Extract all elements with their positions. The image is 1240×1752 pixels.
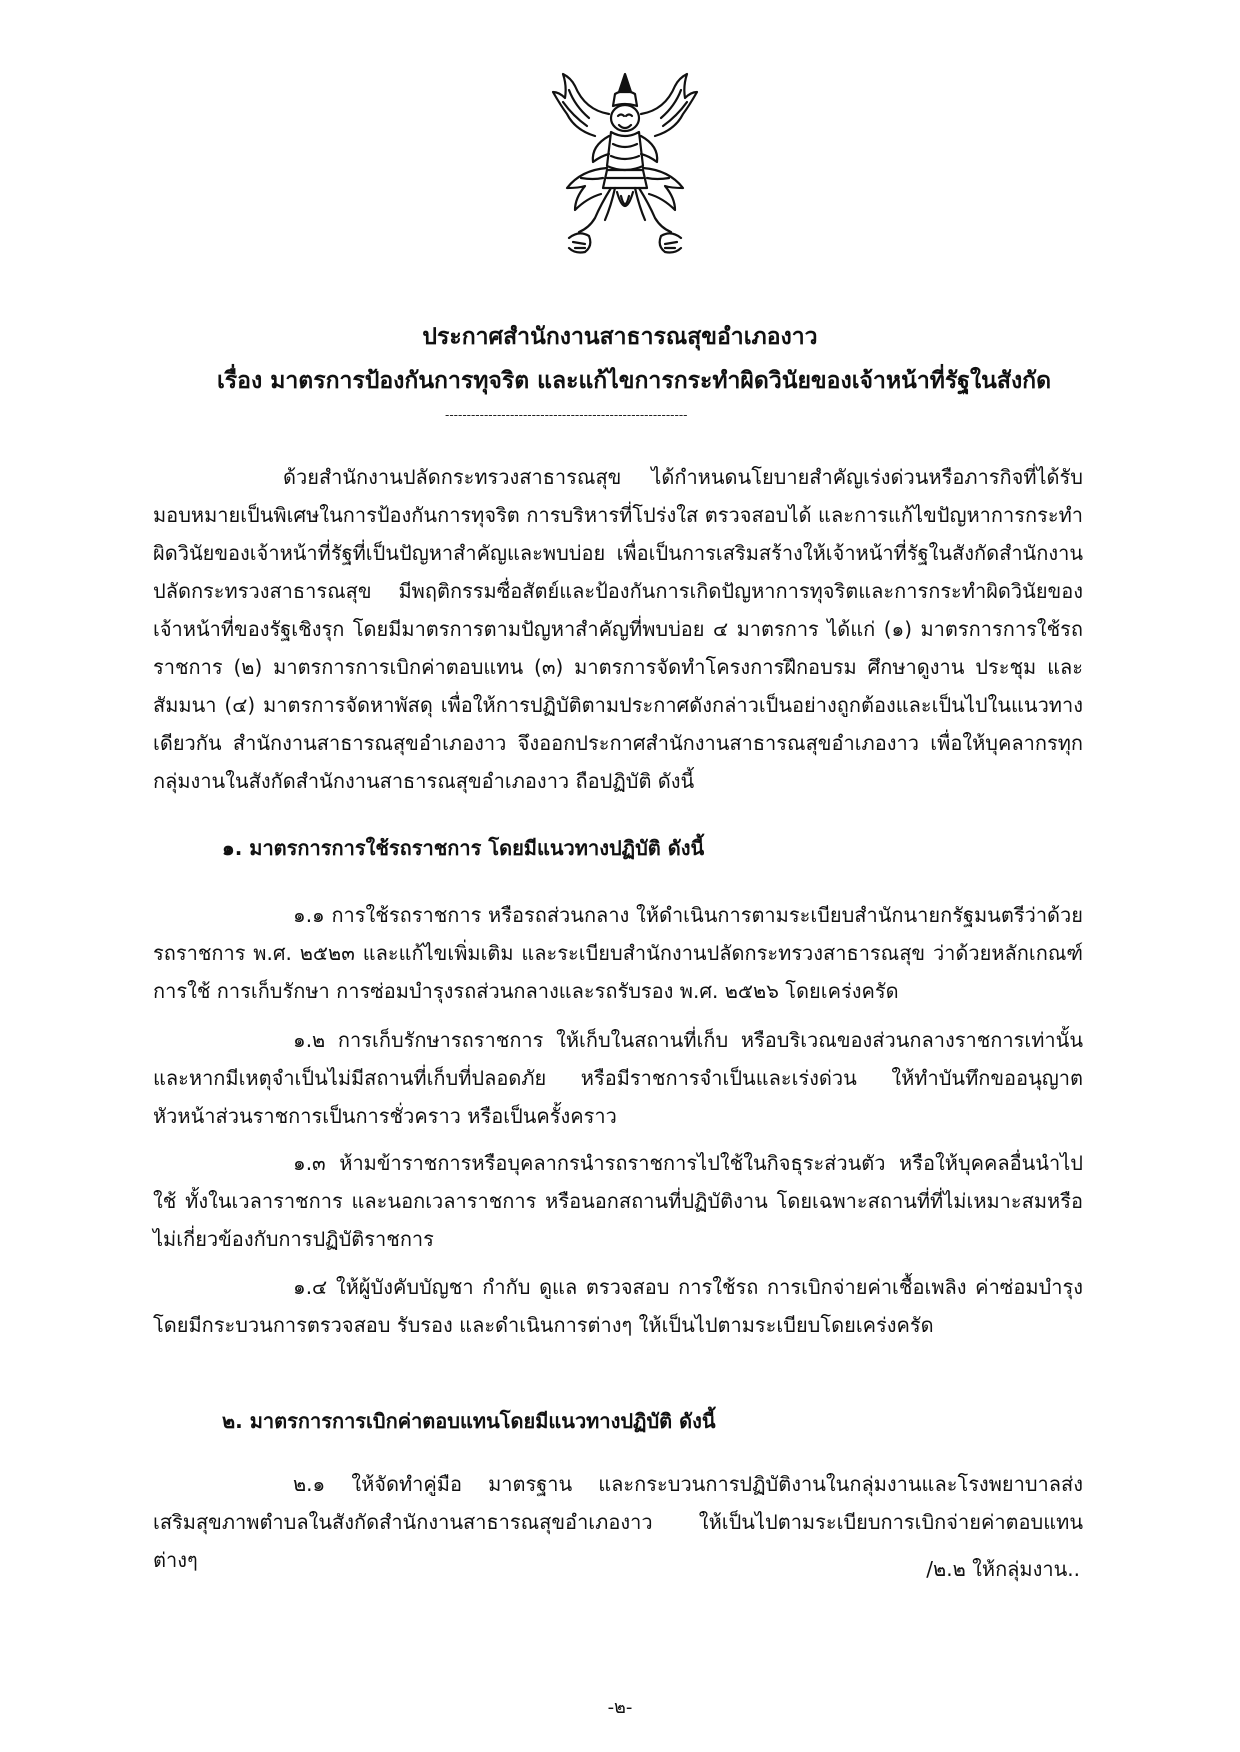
intro-paragraph: ด้วยสำนักงานปลัดกระทรวงสาธารณสุข ได้กำหนดนโยบายสำคัญเร่งด่วนหรือภารกิจที่ได้รับมอบหมายเป็นพิเศษในการป้องกันการทุจริต การบริหารที่โปร่งใส ตรวจสอบได้ และการแก้ไขปัญหาการกระทำผิดวินัยของเจ้าหน้าที่รัฐที่เป็นปัญหาสำคัญและพบบ่อย เพื่อเป็นการเสริมสร้างให้เจ้าหน้าที่รัฐในสังกัดสำนักงานปลัดกระทรวงสาธารณสุข มีพฤติกรรมซื่อสัตย์และป้องกันการเกิดปัญหาการทุจริตและการกระทำผิดวินัยของเจ้าหน้าที่ของรัฐเชิงรุก โดยมีมาตรการตามปัญหาสำคัญที่พบบ่อย ๔ มาตรการ ได้แก่ (๑) มาตรการการใช้รถราชการ (๒) มาตรการการเบิกค่าตอบแทน (๓) มาตรการจัดทำโครงการฝึกอบรม ศึกษาดูงาน ประชุม และสัมมนา (๔) มาตรการจัดหาพัสดุ เพื่อให้การปฏิบัติตามประกาศดังกล่าวเป็นอย่างถูกต้องและเป็นไปในแนวทางเดียวกัน สำนักงานสาธารณสุขอำเภองาว จึงออกประกาศสำนักงานสาธารณสุขอำเภองาว เพื่อให้บุคลากรทุกกลุ่มงานในสังกัดสำนักงานสาธารณสุขอำเภองาว ถือปฏิบัติ ดังนี้ [153,465,1083,793]
section-1-item-3 [153,1144,1083,1258]
section-1-item-4-text: ๑.๔ ให้ผู้บังคับบัญชา กำกับ ดูแล ตรวจสอบ การใช้รถ การเบิกจ่ายค่าเชื้อเพลิง ค่าซ่อมบำรุงโดยมีกระบวนการตรวจสอบ รับรอง และดำเนินการต่างๆ ให้เป็นไปตามระเบียบโดยเคร่งครัด [153,1275,1083,1337]
title-line-2: เรื่อง มาตรการป้องกันการทุจริต และแก้ไขการกระทำผิดวินัยของเจ้าหน้าที่รัฐในสังกัด [216,368,1052,394]
section-1-item-2-text: ๑.๒ การเก็บรักษารถราชการ ให้เก็บในสถานที่เก็บ หรือบริเวณของส่วนกลางราชการเท่านั้นและหากมีเหตุจำเป็นไม่มีสถานที่เก็บที่ปลอดภัย หรือมีราชการจำเป็นและเร่งด่วน ให้ทำบันทึกขออนุญาตหัวหน้าส่วนราชการเป็นการชั่วคราว หรือเป็นครั้งคราว [153,1028,1083,1128]
continuation-marker: /๒.๒ ให้กลุ่มงาน.. [926,1557,1080,1581]
section-1-item-3-text: ๑.๓ ห้ามข้าราชการหรือบุคลากรนำรถราชการไปใช้ในกิจธุระส่วนตัว หรือให้บุคคลอื่นนำไปใช้ ทั้งในเวลาราชการ และนอกเวลาราชการ หรือนอกสถานที่ปฏิบัติงาน โดยเฉพาะสถานที่ที่ไม่เหมาะสมหรือไม่เกี่ยวข้องกับการปฏิบัติราชการ [153,1151,1083,1251]
section-1-item-1 [153,896,1083,1010]
announcement-title [100,315,1140,403]
garuda-emblem-icon [545,70,705,260]
section-1-heading: ๑. มาตรการการใช้รถราชการ โดยมีแนวทางปฏิบัติ ดังนี้ [222,836,705,860]
intro-paragraph-block [153,458,1083,800]
title-line-1: ประกาศสำนักงานสาธารณสุขอำเภองาว [422,324,818,350]
section-1-item-1-text: ๑.๑ การใช้รถราชการ หรือรถส่วนกลาง ให้ดำเนินการตามระเบียบสำนักนายกรัฐมนตรีว่าด้วยรถราชการ พ.ศ. ๒๕๒๓ และแก้ไขเพิ่มเติม และระเบียบสำนักงานปลัดกระทรวงสาธารณสุข ว่าด้วยหลักเกณฑ์การใช้ การเก็บรักษา การซ่อมบำรุงรถส่วนกลางและรถรับรอง พ.ศ. ๒๕๒๖ โดยเคร่งครัด [153,903,1083,1003]
section-1-item-2 [153,1021,1083,1135]
title-separator: -------------------------------------------------------- [445,408,688,422]
section-2-item-1-text: ๒.๑ ให้จัดทำคู่มือ มาตรฐาน และกระบวนการปฏิบัติงานในกลุ่มงานและโรงพยาบาลส่งเสริมสุขภาพตำบลในสังกัดสำนักงานสาธารณสุขอำเภองาว ให้เป็นไปตามระเบียบการเบิกจ่ายค่าตอบแทนต่างๆ [153,1472,1083,1572]
section-1-item-4 [153,1268,1083,1344]
page-number: -๒- [607,1697,633,1718]
section-2-heading: ๒. มาตรการการเบิกค่าตอบแทนโดยมีแนวทางปฏิบัติ ดังนี้ [222,1409,716,1433]
